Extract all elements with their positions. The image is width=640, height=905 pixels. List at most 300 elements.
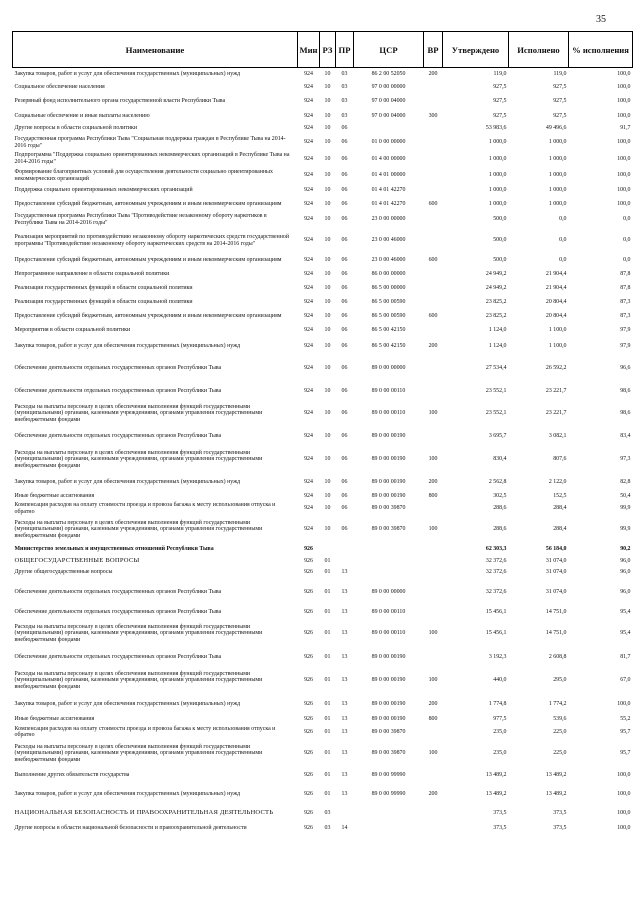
table-row — [13, 516, 633, 544]
table-row — [13, 324, 633, 338]
cell-vr: 800 — [428, 715, 438, 722]
cell-csr: 89 0 00 00110 — [371, 630, 406, 637]
cell-rz: 10 — [324, 478, 331, 485]
cell-executed: 1 000,0 — [548, 200, 567, 207]
cell-approved: 23 552,1 — [485, 387, 507, 394]
cell-csr: 86 5 00 42150 — [371, 327, 406, 334]
table-row — [13, 578, 633, 607]
cell-vr: 100 — [428, 750, 438, 757]
cell-approved: 927,5 — [493, 98, 507, 105]
cell-rz: 10 — [324, 125, 331, 132]
cell-csr: 89 0 00 99990 — [371, 772, 406, 779]
cell-pr: 06 — [341, 342, 348, 349]
header-percent: % исполнения — [569, 32, 633, 68]
cell-executed: 225,0 — [553, 750, 567, 757]
cell-csr: 89 0 00 00110 — [371, 609, 406, 616]
cell-approved: 288,6 — [493, 526, 507, 533]
cell-percent: 87,8 — [620, 271, 631, 278]
cell-min: 926 — [304, 630, 313, 637]
cell-min: 924 — [304, 478, 313, 485]
cell-approved: 23 825,2 — [485, 313, 507, 320]
cell-vr — [424, 123, 443, 135]
cell-vr: 600 — [428, 200, 438, 207]
cell-min: 924 — [304, 387, 313, 394]
cell-csr: 86 5 00 00590 — [371, 299, 406, 306]
cell-approved: 373,5 — [493, 825, 507, 832]
cell-vr — [424, 726, 443, 739]
cell-name: ОБЩЕГОСУДАРСТВЕННЫЕ ВОПРОСЫ — [14, 556, 140, 564]
table-row — [13, 282, 633, 296]
cell-vr: 100 — [428, 677, 438, 684]
table-row — [13, 502, 633, 516]
cell-pr: 06 — [341, 492, 348, 499]
cell-rz: 10 — [324, 271, 331, 278]
cell-pr: 06 — [341, 125, 348, 132]
cell-min: 924 — [304, 433, 313, 440]
cell-vr: 100 — [428, 456, 438, 463]
cell-rz: 10 — [324, 98, 331, 105]
cell-min: 926 — [304, 700, 313, 707]
cell-vr — [424, 556, 443, 567]
cell-executed: 1 000,0 — [548, 186, 567, 193]
cell-pr: 13 — [341, 677, 348, 684]
cell-rz: 10 — [324, 139, 331, 146]
cell-name: Обеспечение деятельности отдельных государственных органов Республики Тыва — [14, 609, 222, 616]
cell-rz: 10 — [324, 70, 331, 77]
cell-csr: 86 5 00 42150 — [371, 342, 406, 349]
cell-percent: 0,0 — [623, 216, 631, 223]
cell-executed: 49 496,6 — [545, 125, 567, 132]
cell-pr: 06 — [341, 271, 348, 278]
cell-approved: 1 000,0 — [488, 155, 507, 162]
cell-pr: 06 — [341, 200, 348, 207]
cell-percent: 90,2 — [620, 546, 631, 553]
cell-percent: 98,6 — [620, 410, 631, 417]
cell-rz: 10 — [324, 505, 331, 512]
cell-min: 926 — [304, 588, 313, 595]
cell-csr: 89 0 00 00190 — [371, 677, 406, 684]
cell-percent: 87,8 — [620, 285, 631, 292]
budget-execution-table — [12, 31, 633, 837]
cell-csr: 89 0 00 00190 — [371, 433, 406, 440]
cell-pr: 13 — [341, 772, 348, 779]
table-row — [13, 268, 633, 282]
cell-csr — [354, 567, 424, 578]
table-row — [13, 446, 633, 474]
cell-percent: 100,0 — [617, 98, 631, 105]
cell-name: Расходы на выплаты персоналу в целях обеспечения выполнения функций государственными (муниципальными) органами, казенными учреждениями, органами управления государственными внебюджетными фондами — [14, 403, 263, 423]
cell-executed: 21 904,4 — [545, 285, 567, 292]
cell-pr: 06 — [341, 526, 348, 533]
cell-vr: 100 — [428, 526, 438, 533]
cell-min: 924 — [304, 526, 313, 533]
table-header-row — [13, 32, 633, 68]
cell-executed: 13 489,2 — [545, 790, 567, 797]
cell-vr — [424, 649, 443, 666]
cell-name: Расходы на выплаты персоналу в целях обеспечения выполнения функций государственными (муниципальными) органами, казенными учреждениями, органами управления государственными внебюджетными фондами — [14, 449, 263, 469]
cell-vr — [424, 544, 443, 556]
cell-csr: 23 0 00 46000 — [371, 237, 406, 244]
cell-approved: 977,5 — [493, 715, 507, 722]
cell-approved: 119,0 — [493, 70, 507, 77]
cell-min: 926 — [304, 557, 313, 564]
cell-min: 924 — [304, 70, 313, 77]
cell-vr: 200 — [428, 700, 438, 707]
cell-csr: 89 0 00 99990 — [371, 790, 406, 797]
cell-rz: 10 — [324, 365, 331, 372]
cell-name: Закупка товаров, работ и услуг для обеспечения государственных (муниципальных) нужд — [14, 70, 241, 77]
cell-min: 924 — [304, 98, 313, 105]
cell-min: 924 — [304, 139, 313, 146]
cell-vr — [424, 184, 443, 197]
cell-pr: 03 — [341, 70, 348, 77]
cell-percent: 55,2 — [620, 715, 631, 722]
cell-approved: 62 303,3 — [485, 546, 507, 553]
cell-min: 924 — [304, 172, 313, 179]
cell-pr: 13 — [341, 715, 348, 722]
cell-csr: 01 4 00 00000 — [371, 155, 406, 162]
cell-min: 924 — [304, 410, 313, 417]
table-row — [13, 619, 633, 649]
cell-percent: 0,0 — [623, 257, 631, 264]
cell-rz: 10 — [324, 342, 331, 349]
table-row — [13, 806, 633, 821]
cell-approved: 830,4 — [493, 456, 507, 463]
cell-csr: 86 0 00 00000 — [371, 271, 406, 278]
cell-approved: 32 372,6 — [485, 557, 507, 564]
cell-min: 926 — [304, 728, 313, 735]
cell-min: 924 — [304, 83, 313, 90]
cell-name: Закупка товаров, работ и услуг для обеспечения государственных (муниципальных) нужд — [14, 342, 241, 349]
cell-executed: 373,5 — [553, 825, 567, 832]
cell-name: Обеспечение деятельности отдельных государственных органов Республики Тыва — [14, 588, 222, 595]
cell-percent: 100,0 — [617, 172, 631, 179]
table-row — [13, 649, 633, 666]
cell-name: Социальные обеспечение и иные выплаты населению — [14, 112, 150, 119]
cell-executed: 23 221,7 — [545, 387, 567, 394]
cell-executed: 31 074,0 — [545, 557, 567, 564]
cell-executed: 1 000,0 — [548, 139, 567, 146]
cell-vr — [424, 567, 443, 578]
table-row — [13, 338, 633, 355]
cell-name: Другие общегосударственные вопросы — [14, 568, 113, 575]
cell-approved: 13 489,2 — [485, 790, 507, 797]
cell-pr: 13 — [341, 568, 348, 575]
cell-csr: 89 0 00 39870 — [371, 505, 406, 512]
table-row — [13, 81, 633, 94]
cell-csr: 86 5 00 00590 — [371, 313, 406, 320]
cell-rz: 10 — [324, 172, 331, 179]
cell-rz: 10 — [324, 237, 331, 244]
cell-pr: 06 — [341, 433, 348, 440]
table-row — [13, 110, 633, 123]
table-body — [13, 68, 633, 837]
cell-pr: 06 — [341, 285, 348, 292]
cell-executed: 288,4 — [553, 505, 567, 512]
cell-approved: 27 534,4 — [485, 365, 507, 372]
cell-rz: 10 — [324, 285, 331, 292]
cell-min: 924 — [304, 285, 313, 292]
cell-executed: 2 122,0 — [548, 478, 567, 485]
cell-vr: 200 — [428, 70, 438, 77]
cell-rz: 10 — [324, 257, 331, 264]
table-row — [13, 254, 633, 268]
table-row — [13, 666, 633, 696]
cell-pr: 13 — [341, 653, 348, 660]
cell-csr: 97 0 00 04000 — [371, 112, 406, 119]
cell-name: Предоставление субсидий бюджетным, автономным учреждениям и иным некоммерческим организациям — [14, 313, 282, 320]
table-row — [13, 769, 633, 783]
cell-pr: 06 — [341, 365, 348, 372]
cell-percent: 96,6 — [620, 365, 631, 372]
cell-approved: 500,0 — [493, 257, 507, 264]
table-row — [13, 135, 633, 151]
table-row — [13, 696, 633, 713]
cell-rz: 10 — [324, 186, 331, 193]
cell-rz: 01 — [324, 728, 331, 735]
cell-vr — [424, 282, 443, 296]
cell-approved: 288,6 — [493, 505, 507, 512]
cell-pr: 13 — [341, 700, 348, 707]
cell-pr — [336, 544, 354, 556]
cell-executed: 20 804,4 — [545, 313, 567, 320]
cell-pr: 13 — [341, 588, 348, 595]
cell-name: Обеспечение деятельности отдельных государственных органов Республики Тыва — [14, 653, 222, 660]
cell-percent: 100,0 — [617, 83, 631, 90]
cell-pr: 03 — [341, 112, 348, 119]
cell-csr: 97 0 00 04000 — [371, 98, 406, 105]
cell-csr: 89 0 00 00190 — [371, 700, 406, 707]
cell-name: Закупка товаров, работ и услуг для обеспечения государственных (муниципальных) нужд — [14, 478, 241, 485]
cell-vr — [424, 428, 443, 446]
cell-pr: 06 — [341, 327, 348, 334]
cell-min: 926 — [304, 609, 313, 616]
cell-pr: 06 — [341, 478, 348, 485]
table-row — [13, 607, 633, 619]
cell-pr: 06 — [341, 313, 348, 320]
table-row — [13, 296, 633, 310]
cell-percent: 83,4 — [620, 433, 631, 440]
cell-approved: 23 552,1 — [485, 410, 507, 417]
cell-rz: 10 — [324, 112, 331, 119]
cell-executed: 0,0 — [559, 237, 567, 244]
cell-executed: 119,0 — [553, 70, 567, 77]
table-row — [13, 428, 633, 446]
cell-vr — [424, 806, 443, 821]
cell-csr: 97 0 00 00000 — [371, 83, 406, 90]
cell-min: 926 — [304, 568, 313, 575]
cell-approved: 500,0 — [493, 237, 507, 244]
cell-csr — [354, 123, 424, 135]
cell-csr — [354, 806, 424, 821]
cell-approved: 15 456,1 — [485, 630, 507, 637]
cell-approved: 927,5 — [493, 83, 507, 90]
cell-min: 924 — [304, 155, 313, 162]
cell-csr: 89 0 00 00190 — [371, 478, 406, 485]
cell-executed: 26 592,2 — [545, 365, 567, 372]
cell-rz: 10 — [324, 327, 331, 334]
cell-executed: 21 904,4 — [545, 271, 567, 278]
cell-executed: 0,0 — [559, 216, 567, 223]
header-vr: ВР — [424, 32, 443, 68]
cell-min: 924 — [304, 237, 313, 244]
cell-executed: 807,6 — [553, 456, 567, 463]
cell-rz: 03 — [324, 809, 331, 816]
cell-min: 924 — [304, 186, 313, 193]
cell-vr — [424, 578, 443, 607]
cell-rz: 10 — [324, 492, 331, 499]
cell-min: 924 — [304, 271, 313, 278]
cell-csr: 89 0 00 00000 — [371, 588, 406, 595]
cell-name: Предоставление субсидий бюджетным, автономным учреждениям и иным некоммерческим организациям — [14, 257, 282, 264]
cell-approved: 373,5 — [493, 809, 507, 816]
cell-name: Государственная программа Республики Тыва "Социальная поддержка граждан в Республике Тыва на 2014-2016 годы" — [14, 135, 286, 149]
cell-name: Иные бюджетные ассигнования — [14, 492, 95, 499]
cell-name: Расходы на выплаты персоналу в целях обеспечения выполнения функций государственными (муниципальными) органами, казенными учреждениями, органами управления государственными внебюджетными фондами — [14, 743, 263, 763]
cell-rz: 10 — [324, 216, 331, 223]
table-row — [13, 68, 633, 81]
cell-pr: 13 — [341, 750, 348, 757]
table-row — [13, 355, 633, 383]
cell-min: 926 — [304, 790, 313, 797]
cell-approved: 32 372,6 — [485, 588, 507, 595]
cell-vr — [424, 94, 443, 110]
cell-executed: 288,4 — [553, 526, 567, 533]
cell-rz: 10 — [324, 299, 331, 306]
cell-pr: 13 — [341, 609, 348, 616]
cell-name: Выполнение других обязательств государства — [14, 772, 130, 779]
cell-executed: 14 751,0 — [545, 630, 567, 637]
cell-percent: 100,0 — [617, 139, 631, 146]
cell-rz: 01 — [324, 677, 331, 684]
cell-vr — [424, 151, 443, 168]
cell-executed: 1 100,0 — [548, 327, 567, 334]
cell-percent: 87,3 — [620, 313, 631, 320]
cell-min: 926 — [304, 653, 313, 660]
cell-min: 924 — [304, 492, 313, 499]
cell-executed: 13 489,2 — [545, 772, 567, 779]
cell-min: 924 — [304, 456, 313, 463]
cell-min: 924 — [304, 200, 313, 207]
cell-executed: 295,0 — [553, 677, 567, 684]
cell-executed: 927,5 — [553, 112, 567, 119]
table-row — [13, 94, 633, 110]
cell-name: Закупка товаров, работ и услуг для обеспечения государственных (муниципальных) нужд — [14, 700, 241, 707]
cell-name: Расходы на выплаты персоналу в целях обеспечения выполнения функций государственными (муниципальными) органами, казенными учреждениями, органами управления государственными внебюджетными фондами — [14, 623, 263, 643]
cell-csr: 01 4 01 42270 — [371, 186, 406, 193]
cell-approved: 1 124,0 — [488, 342, 507, 349]
cell-approved: 500,0 — [493, 216, 507, 223]
header-csr: ЦСР — [354, 32, 424, 68]
cell-percent: 97,9 — [620, 342, 631, 349]
cell-executed: 23 221,7 — [545, 410, 567, 417]
cell-approved: 1 124,0 — [488, 327, 507, 334]
cell-approved: 1 000,0 — [488, 186, 507, 193]
cell-name: Министерство земельных и имущественных отношений Республики Тыва — [14, 546, 214, 553]
cell-rz: 01 — [324, 715, 331, 722]
cell-percent: 100,0 — [617, 790, 631, 797]
cell-executed: 373,5 — [553, 809, 567, 816]
cell-csr: 89 0 00 00000 — [371, 365, 406, 372]
header-rz: РЗ — [320, 32, 336, 68]
cell-rz: 03 — [324, 825, 331, 832]
cell-vr — [424, 268, 443, 282]
cell-percent: 82,8 — [620, 478, 631, 485]
cell-percent: 50,4 — [620, 492, 631, 499]
cell-min: 924 — [304, 327, 313, 334]
cell-rz: 01 — [324, 588, 331, 595]
cell-name: Реализация государственных функций в области социальной политики — [14, 299, 193, 306]
cell-executed: 927,5 — [553, 83, 567, 90]
table-row — [13, 197, 633, 212]
cell-name: Реализация мероприятий по противодействию незаконному обороту наркотических средств государственной программы "Противодействие незаконному обороту наркотических средств на 2014-2016 годы" — [14, 233, 289, 247]
cell-executed: 0,0 — [559, 257, 567, 264]
cell-rz: 01 — [324, 750, 331, 757]
cell-vr: 200 — [428, 478, 438, 485]
cell-approved: 13 489,2 — [485, 772, 507, 779]
cell-vr — [424, 212, 443, 228]
cell-csr: 01 4 01 00000 — [371, 172, 406, 179]
cell-vr — [424, 324, 443, 338]
cell-percent: 95,4 — [620, 609, 631, 616]
cell-csr: 89 0 00 00110 — [371, 387, 406, 394]
header-pr: ПР — [336, 32, 354, 68]
cell-percent: 100,0 — [617, 700, 631, 707]
cell-name: Резервный фонд исполнительного органа государственной власти Республики Тыва — [14, 98, 226, 105]
cell-csr: 01 0 00 00000 — [371, 139, 406, 146]
header-min: Мин — [298, 32, 320, 68]
cell-executed: 1 774,2 — [548, 700, 567, 707]
cell-executed: 31 074,0 — [545, 568, 567, 575]
cell-csr: 23 0 00 46000 — [371, 257, 406, 264]
cell-vr: 800 — [428, 492, 438, 499]
cell-percent: 100,0 — [617, 809, 631, 816]
cell-percent: 96,0 — [620, 568, 631, 575]
cell-vr: 100 — [428, 630, 438, 637]
cell-csr: 89 0 00 00190 — [371, 715, 406, 722]
cell-approved: 235,0 — [493, 750, 507, 757]
cell-executed: 56 184,0 — [545, 546, 567, 553]
cell-name: Расходы на выплаты персоналу в целях обеспечения выполнения функций государственными (муниципальными) органами, казенными учреждениями, органами управления государственными внебюджетными фондами — [14, 519, 263, 539]
cell-name: Государственная программа Республики Тыва "Противодействие незаконному обороту наркотиков в Республике Тыва на 2014-2016 годы" — [14, 212, 267, 226]
cell-executed: 225,0 — [553, 728, 567, 735]
cell-name: Иные бюджетные ассигнования — [14, 715, 95, 722]
cell-vr: 300 — [428, 112, 438, 119]
cell-approved: 1 774,8 — [488, 700, 507, 707]
cell-rz: 01 — [324, 772, 331, 779]
cell-name: Другие вопросы в области социальной политики — [14, 125, 138, 132]
cell-pr: 13 — [341, 630, 348, 637]
cell-approved: 927,5 — [493, 112, 507, 119]
cell-percent: 95,7 — [620, 728, 631, 735]
cell-min: 926 — [304, 825, 313, 832]
cell-pr: 06 — [341, 299, 348, 306]
cell-rz: 10 — [324, 313, 331, 320]
cell-min: 924 — [304, 505, 313, 512]
cell-rz: 10 — [324, 526, 331, 533]
cell-rz: 10 — [324, 433, 331, 440]
cell-rz: 10 — [324, 387, 331, 394]
cell-pr: 06 — [341, 456, 348, 463]
cell-percent: 99,9 — [620, 505, 631, 512]
cell-min: 926 — [304, 715, 313, 722]
cell-percent: 67,0 — [620, 677, 631, 684]
cell-percent: 0,0 — [623, 237, 631, 244]
table-row — [13, 821, 633, 837]
cell-vr — [424, 228, 443, 254]
cell-approved: 1 000,0 — [488, 172, 507, 179]
cell-approved: 1 000,0 — [488, 139, 507, 146]
